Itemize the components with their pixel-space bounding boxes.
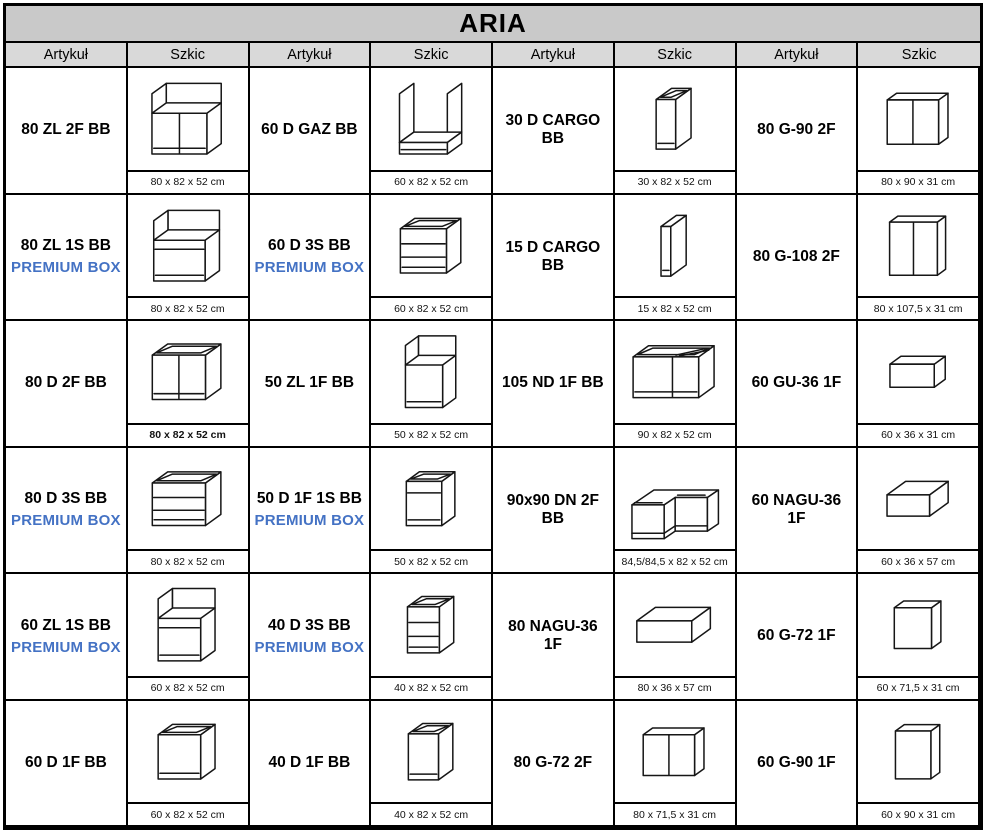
- sketch-cell: [128, 321, 250, 448]
- dimension-label: 60 x 90 x 31 cm: [858, 802, 978, 825]
- cabinet-sketch-icon: [128, 68, 248, 170]
- column-header-szkic: Szkic: [615, 43, 737, 68]
- product-cell: [493, 574, 615, 701]
- sketch-cell: [615, 68, 737, 195]
- product-code: 40 D 1F BB: [268, 753, 351, 771]
- product-code: 105 ND 1F BB: [502, 374, 604, 392]
- sketch-cell: [615, 448, 737, 575]
- product-cell: [250, 701, 372, 828]
- cabinet-sketch-icon: [371, 68, 491, 170]
- product-code: 90x90 DN 2F BB: [506, 491, 599, 527]
- cabinet-sketch-icon: [371, 448, 491, 550]
- cabinet-sketch-icon: [615, 574, 735, 676]
- sketch-cell: [371, 448, 493, 575]
- product-cell: [493, 448, 615, 575]
- premium-box-label: PREMIUM BOX: [254, 259, 365, 277]
- dimension-label: 60 x 36 x 31 cm: [858, 423, 978, 446]
- column-header-szkic: Szkic: [858, 43, 980, 68]
- product-code: 80 G-90 2F: [757, 121, 836, 139]
- product-code: 60 D 3S BB: [268, 237, 351, 255]
- dimension-label: 60 x 82 x 52 cm: [371, 170, 491, 193]
- product-cell: [493, 195, 615, 322]
- product-code: 60 G-90 1F: [757, 753, 836, 771]
- product-cell: [737, 574, 859, 701]
- product-cell: [737, 321, 859, 448]
- cabinet-sketch-icon: [858, 68, 978, 170]
- product-cell: [737, 701, 859, 828]
- product-code: 60 G-72 1F: [757, 627, 836, 645]
- product-cell: [6, 574, 128, 701]
- column-header-artykul: Artykuł: [250, 43, 372, 68]
- cabinet-sketch-icon: [615, 195, 735, 297]
- dimension-label: 60 x 71,5 x 31 cm: [858, 676, 978, 699]
- cabinet-sketch-icon: [371, 195, 491, 297]
- premium-box-label: PREMIUM BOX: [11, 638, 121, 656]
- sketch-cell: [128, 574, 250, 701]
- product-code: 80 ZL 1S BB: [20, 237, 111, 255]
- column-header-szkic: Szkic: [128, 43, 250, 68]
- sketch-cell: [371, 68, 493, 195]
- cabinet-sketch-icon: [128, 321, 248, 423]
- product-cell: [6, 448, 128, 575]
- sketch-cell: [128, 448, 250, 575]
- cabinet-sketch-icon: [615, 68, 735, 170]
- column-header-szkic: Szkic: [371, 43, 493, 68]
- product-cell: [6, 195, 128, 322]
- sketch-cell: [858, 68, 980, 195]
- product-code: 80 ZL 2F BB: [21, 121, 111, 139]
- product-code: 60 NAGU-36 1F: [751, 491, 842, 527]
- cabinet-sketch-icon: [128, 195, 248, 297]
- sketch-cell: [858, 321, 980, 448]
- dimension-label: 80 x 107,5 x 31 cm: [858, 296, 978, 319]
- sketch-cell: [371, 195, 493, 322]
- product-code: 40 D 3S BB: [268, 616, 351, 634]
- product-cell: [6, 701, 128, 828]
- product-cell: [493, 68, 615, 195]
- dimension-label: 80 x 82 x 52 cm: [128, 170, 248, 193]
- column-header-artykul: Artykuł: [737, 43, 859, 68]
- cabinet-sketch-icon: [371, 321, 491, 423]
- dimension-label: 60 x 36 x 57 cm: [858, 549, 978, 572]
- sketch-cell: [128, 68, 250, 195]
- dimension-label: 50 x 82 x 52 cm: [371, 423, 491, 446]
- dimension-label: 40 x 82 x 52 cm: [371, 802, 491, 825]
- sketch-cell: [615, 321, 737, 448]
- sketch-cell: [128, 195, 250, 322]
- dimension-label: 40 x 82 x 52 cm: [371, 676, 491, 699]
- cabinet-sketch-icon: [615, 701, 735, 803]
- product-cell: [493, 701, 615, 828]
- cabinet-sketch-icon: [615, 448, 735, 550]
- premium-box-label: PREMIUM BOX: [11, 259, 121, 277]
- dimension-label: 80 x 90 x 31 cm: [858, 170, 978, 193]
- cabinet-sketch-icon: [858, 574, 978, 676]
- cabinet-sketch-icon: [371, 701, 491, 803]
- product-cell: [6, 321, 128, 448]
- cabinet-sketch-icon: [858, 701, 978, 803]
- product-code: 80 D 3S BB: [24, 490, 108, 508]
- cabinet-sketch-icon: [615, 321, 735, 423]
- product-code: 60 GU-36 1F: [751, 374, 842, 392]
- dimension-label: 15 x 82 x 52 cm: [615, 296, 735, 319]
- product-cell: [250, 195, 372, 322]
- column-header-artykul: Artykuł: [6, 43, 128, 68]
- catalog-table: [3, 3, 983, 830]
- dimension-label: 80 x 82 x 52 cm: [128, 423, 248, 446]
- product-code: 50 ZL 1F BB: [264, 374, 355, 392]
- dimension-label: 60 x 82 x 52 cm: [371, 296, 491, 319]
- premium-box-label: PREMIUM BOX: [11, 512, 121, 530]
- product-cell: [250, 321, 372, 448]
- dimension-label: 80 x 71,5 x 31 cm: [615, 802, 735, 825]
- sketch-cell: [371, 574, 493, 701]
- sketch-cell: [615, 701, 737, 828]
- column-header-artykul: Artykuł: [493, 43, 615, 68]
- sketch-cell: [858, 195, 980, 322]
- product-cell: [250, 574, 372, 701]
- product-code: 80 G-72 2F: [513, 753, 593, 771]
- sketch-cell: [371, 321, 493, 448]
- product-code: 80 D 2F BB: [24, 374, 107, 392]
- sketch-cell: [615, 574, 737, 701]
- product-cell: [250, 68, 372, 195]
- dimension-label: 60 x 82 x 52 cm: [128, 802, 248, 825]
- sketch-cell: [858, 448, 980, 575]
- product-code: 80 G-108 2F: [752, 247, 840, 265]
- product-code: 60 D 1F BB: [24, 753, 107, 771]
- dimension-label: 84,5/84,5 x 82 x 52 cm: [615, 549, 735, 572]
- collection-title: ARIA: [6, 6, 980, 43]
- cabinet-sketch-icon: [371, 574, 491, 676]
- premium-box-label: PREMIUM BOX: [254, 512, 365, 530]
- cabinet-sketch-icon: [128, 701, 248, 803]
- cabinet-sketch-icon: [858, 448, 978, 550]
- dimension-label: 80 x 82 x 52 cm: [128, 549, 248, 572]
- dimension-label: 80 x 82 x 52 cm: [128, 296, 248, 319]
- product-code: 50 D 1F 1S BB: [256, 490, 362, 508]
- product-cell: [493, 321, 615, 448]
- product-code: 15 D CARGO BB: [505, 238, 601, 274]
- sketch-cell: [128, 701, 250, 828]
- sketch-cell: [858, 701, 980, 828]
- product-code: 80 NAGU-36 1F: [508, 618, 598, 654]
- cabinet-sketch-icon: [128, 574, 248, 676]
- sketch-cell: [371, 701, 493, 828]
- product-code: 60 D GAZ BB: [261, 121, 358, 139]
- product-cell: [6, 68, 128, 195]
- product-cell: [737, 68, 859, 195]
- premium-box-label: PREMIUM BOX: [254, 638, 365, 656]
- dimension-label: 30 x 82 x 52 cm: [615, 170, 735, 193]
- product-cell: [737, 195, 859, 322]
- cabinet-sketch-icon: [858, 321, 978, 423]
- product-code: 30 D CARGO BB: [505, 112, 601, 148]
- sketch-cell: [615, 195, 737, 322]
- product-cell: [250, 448, 372, 575]
- product-cell: [737, 448, 859, 575]
- product-code: 60 ZL 1S BB: [20, 616, 111, 634]
- dimension-label: 80 x 36 x 57 cm: [615, 676, 735, 699]
- dimension-label: 60 x 82 x 52 cm: [128, 676, 248, 699]
- sketch-cell: [858, 574, 980, 701]
- dimension-label: 90 x 82 x 52 cm: [615, 423, 735, 446]
- cabinet-sketch-icon: [858, 195, 978, 297]
- dimension-label: 50 x 82 x 52 cm: [371, 549, 491, 572]
- cabinet-sketch-icon: [128, 448, 248, 550]
